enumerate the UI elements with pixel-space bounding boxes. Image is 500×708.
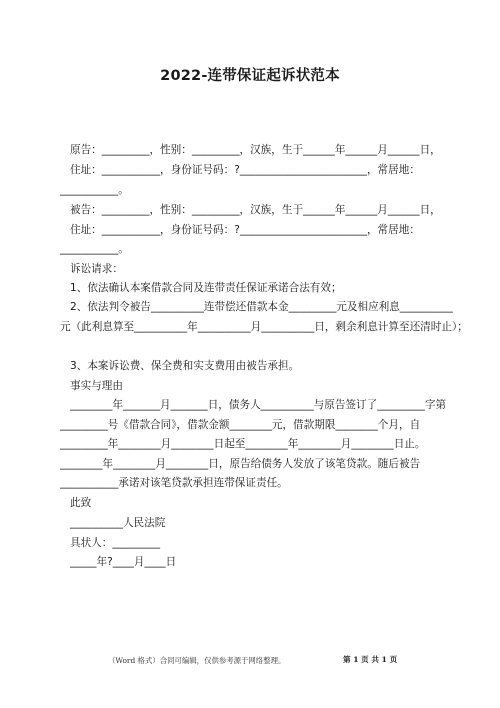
footer-note: （Word 格式）合同可编辑，仅供参考源于网络整理。 — [108, 656, 286, 665]
claim-item-2: 2、依法判令被告__________连带偿还借款本金_________元及相应利息__________ — [70, 301, 453, 313]
page-title: 2022-连带保证起诉状范本 — [160, 68, 340, 84]
claim-item-2-continued: 元（此利息算至__________年__________月__________日，剩余利息计算至还清时止）； — [60, 321, 468, 333]
closing-salutation: 此致 — [70, 497, 92, 509]
claim-item-3: 3、本案诉讼费、保全费和实支费用由被告承担。 — [70, 360, 300, 372]
facts-heading: 事实与理由 — [70, 380, 123, 392]
claim-item-1: 1、依法确认本案借款合同及连带责任保证承诺合法有效； — [70, 282, 342, 294]
defendant-info-line: 被告：_________，性别：_________，汉族，生于______年______月______日， — [70, 204, 441, 216]
court-name-line: __________人民法院 — [70, 517, 166, 529]
signatory-line: 具状人：_________ — [70, 537, 161, 549]
plaintiff-info-line: 原告：_________，性别：_________，汉族，生于______年______月______日， — [70, 144, 441, 156]
defendant-residence-line: ___________。 — [60, 243, 129, 255]
facts-paragraph-line-3: _________年________月________日起至________年________月________日止。 — [60, 438, 426, 450]
facts-paragraph-line-1: ________年_______月_______日，债务人__________与原告签订了_________字第 — [70, 399, 447, 411]
plaintiff-residence-line: ___________。 — [60, 184, 129, 196]
facts-paragraph-line-5: ___________承诺对该笔贷款承担连带保证责任。 — [60, 477, 288, 489]
claims-heading: 诉讼请求： — [70, 263, 123, 275]
plaintiff-address-line: 住址：___________，身份证号码：?________________________，常居地： — [70, 164, 420, 176]
page-number: 第 1 页 共 1 页 — [343, 655, 398, 664]
date-line: _____年?____月____日 — [70, 556, 177, 568]
defendant-address-line: 住址：___________，身份证号码：?________________________，常居地： — [70, 224, 420, 236]
facts-paragraph-line-4: ________年________月________日，原告给债务人发放了该笔贷款。随后被告 — [60, 458, 421, 470]
facts-paragraph-line-2: _________号《借款合同》，借款金额________元，借款期限________个月，自 — [60, 419, 421, 431]
